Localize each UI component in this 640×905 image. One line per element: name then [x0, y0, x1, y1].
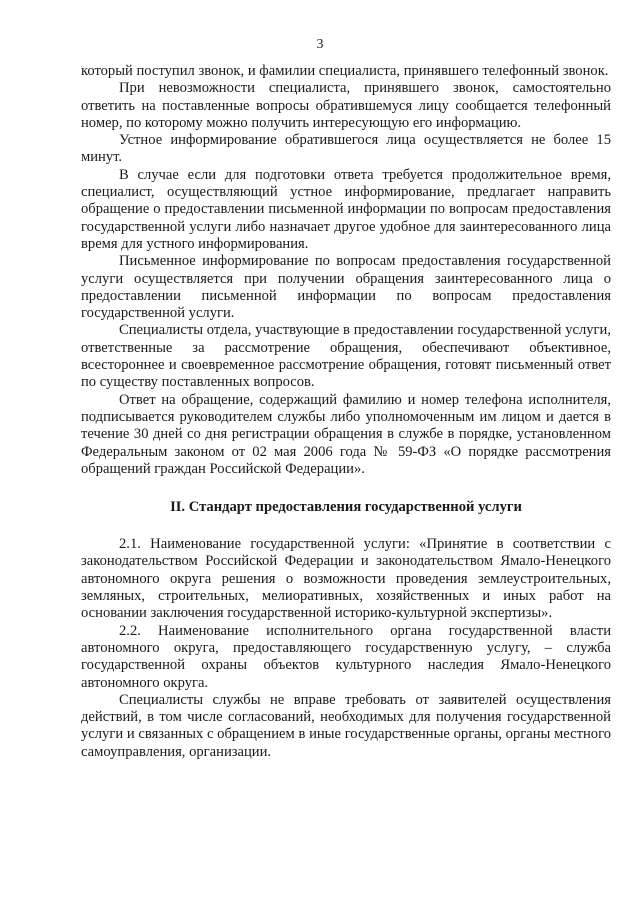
paragraph: Ответ на обращение, содержащий фамилию и номер телефона исполнителя, подписывается руководителем службы либо уполномоченным им лицом и дается в течение 30 дней со дня регистрации обращения в службе в порядке, установленном Федеральным законом от 02 мая 2006 года № 59-ФЗ «О порядке рассмотрения обращений граждан Российской Федерации». — [81, 391, 611, 477]
page-number: 3 — [316, 37, 324, 52]
paragraph: 2.1. Наименование государственной услуги: «Принятие в соответствии с законодательством Российской Федерации и законодательством Ямало-Ненецкого автономного округа решения о возможности проведения землеустроительных, земляных, строительных, мелиоративных, хозяйственных и иных работ на основании заключения государственной историко-культурной экспертизы». — [81, 536, 611, 622]
paragraph: 2.2. Наименование исполнительного органа государственной власти автономного округа, предоставляющего государственную услугу, – служба государственной охраны объектов культурного наследия Ямало-Ненецкого автономного округа. — [81, 622, 611, 691]
paragraph: В случае если для подготовки ответа требуется продолжительное время, специалист, осуществляющий устное информирование, предлагает направить обращение о предоставлении письменной информации по вопросам предоставления государственной услуги либо назначает другое удобное для заинтересованного лица время для устного информирования. — [81, 166, 611, 252]
paragraph: При невозможности специалиста, принявшего звонок, самостоятельно ответить на поставленные вопросы обратившемуся лицу сообщается телефонный номер, по которому можно получить интересующую его информацию. — [81, 80, 611, 131]
document-body — [81, 63, 611, 761]
paragraph: Специалисты отдела, участвующие в предоставлении государственной услуги, ответственные за рассмотрение обращения, обеспечивают объективное, всестороннее и своевременное рассмотрение обращения, готовят письменный ответ по существу поставленных вопросов. — [81, 322, 611, 391]
paragraph: Письменное информирование по вопросам предоставления государственной услуги осуществляется при получении обращения заинтересованного лица о предоставлении письменной информации по вопросам предоставления государственной услуги. — [81, 253, 611, 322]
paragraph: Специалисты службы не вправе требовать от заявителей осуществления действий, в том числе согласований, необходимых для получения государственной услуги и связанных с обращением в иные государственные органы, органы местного самоуправления, организации. — [81, 691, 611, 760]
paragraph: который поступил звонок, и фамилии специалиста, принявшего телефонный звонок. — [81, 63, 609, 79]
section-heading: II. Стандарт предоставления государственной услуги — [170, 499, 522, 516]
paragraph: Устное информирование обратившегося лица осуществляется не более 15 минут. — [81, 132, 611, 166]
